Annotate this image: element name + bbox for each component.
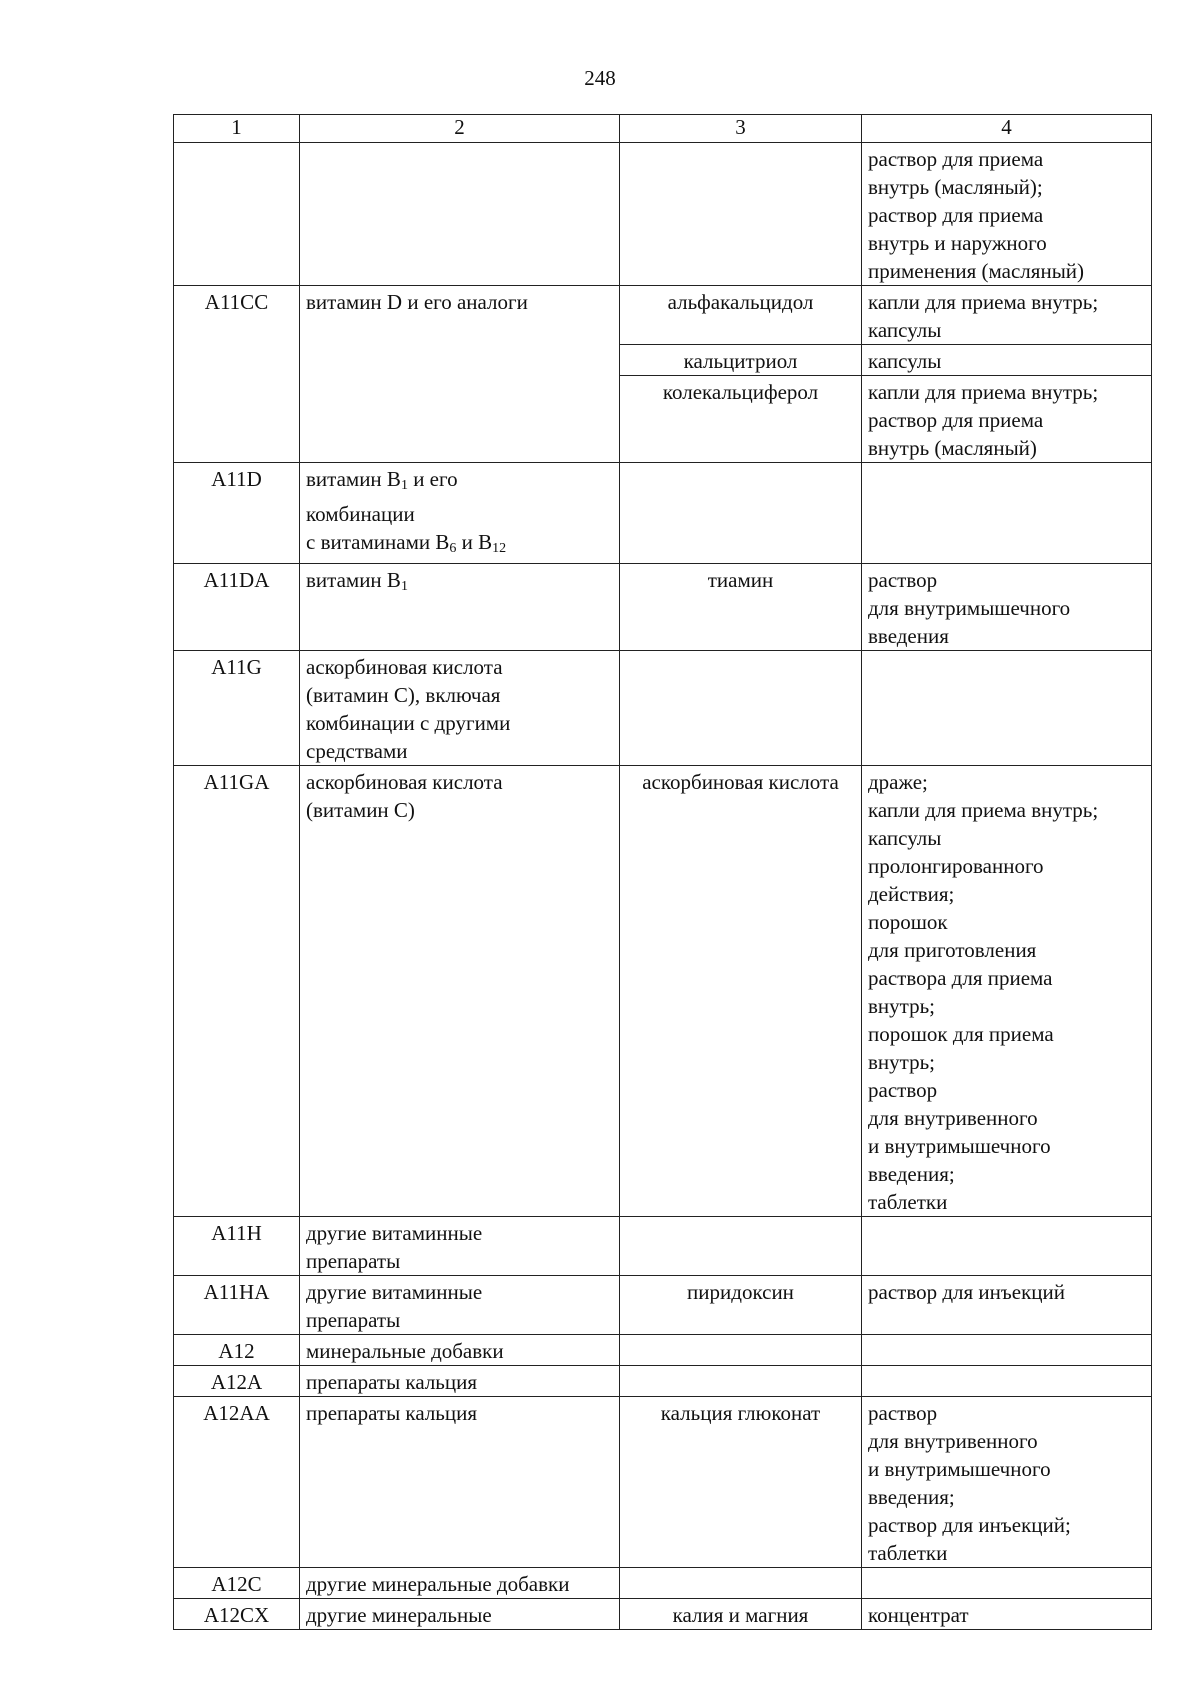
- inn-name: колекальциферол: [620, 376, 862, 463]
- inn-name: пиридоксин: [620, 1276, 862, 1335]
- table-header-row: [174, 115, 1152, 143]
- drug-table: [173, 114, 1152, 1630]
- dosage-forms: [862, 1366, 1152, 1397]
- dosage-forms: капсулы: [862, 345, 1152, 376]
- group-text: и B: [456, 530, 493, 554]
- table-row: [174, 1568, 1152, 1599]
- header-cell: 1: [174, 115, 300, 143]
- dosage-forms: драже; капли для приема внутрь; капсулы пролонгированного действия; порошок для приготовления раствора для приема внутрь; порошок для приема внутрь; раствор для внутривенного и внутримышечного введения; таблетки: [862, 766, 1152, 1217]
- header-cell: 2: [300, 115, 620, 143]
- group-text: и его комбинации с витаминами B: [306, 467, 458, 554]
- group-name: [300, 463, 620, 564]
- group-name: другие витаминные препараты: [300, 1276, 620, 1335]
- subscript: 6: [449, 541, 457, 556]
- table-row: [174, 463, 1152, 564]
- inn-name: альфакальцидол: [620, 286, 862, 345]
- atc-code: A11GA: [174, 766, 300, 1217]
- group-name: [300, 143, 620, 286]
- dosage-forms: капли для приема внутрь; капсулы: [862, 286, 1152, 345]
- table-row: [174, 1599, 1152, 1630]
- table-row: [174, 564, 1152, 651]
- dosage-forms: концентрат: [862, 1599, 1152, 1630]
- atc-code: A12A: [174, 1366, 300, 1397]
- group-name: аскорбиновая кислота (витамин С): [300, 766, 620, 1217]
- inn-name: [620, 463, 862, 564]
- page-number: 248: [584, 66, 616, 90]
- atc-code: A12C: [174, 1568, 300, 1599]
- dosage-forms: [862, 1217, 1152, 1276]
- dosage-forms: раствор для приема внутрь (масляный); раствор для приема внутрь и наружного применения (масляный): [862, 143, 1152, 286]
- table-row: [174, 1276, 1152, 1335]
- group-name: витамин D и его аналоги: [300, 286, 620, 463]
- dosage-forms: раствор для внутримышечного введения: [862, 564, 1152, 651]
- dosage-forms: капли для приема внутрь; раствор для приема внутрь (масляный): [862, 376, 1152, 463]
- atc-code: A11DA: [174, 564, 300, 651]
- dosage-forms: раствор для внутривенного и внутримышечного введения; раствор для инъекций; таблетки: [862, 1397, 1152, 1568]
- header-cell: 4: [862, 115, 1152, 143]
- inn-name: калия и магния: [620, 1599, 862, 1630]
- group-name: другие минеральные добавки: [300, 1568, 620, 1599]
- group-text: витамин B: [306, 467, 401, 491]
- table-row: [174, 1397, 1152, 1568]
- atc-code: A11H: [174, 1217, 300, 1276]
- atc-code: A11D: [174, 463, 300, 564]
- subscript: 12: [492, 541, 507, 556]
- atc-code: A12AA: [174, 1397, 300, 1568]
- table-row: [174, 1366, 1152, 1397]
- table-row: [174, 766, 1152, 1217]
- subscript: 1: [400, 478, 408, 493]
- atc-code: A12: [174, 1335, 300, 1366]
- table-row: [174, 286, 1152, 345]
- group-name: другие минеральные: [300, 1599, 620, 1630]
- group-text: витамин B: [306, 568, 401, 592]
- group-name: препараты кальция: [300, 1366, 620, 1397]
- atc-code: [174, 143, 300, 286]
- dosage-forms: раствор для инъекций: [862, 1276, 1152, 1335]
- group-name: [300, 564, 620, 651]
- dosage-forms: [862, 463, 1152, 564]
- group-name: аскорбиновая кислота (витамин С), включая комбинации с другими средствами: [300, 651, 620, 766]
- inn-name: [620, 1217, 862, 1276]
- inn-name: кальция глюконат: [620, 1397, 862, 1568]
- subscript: 1: [400, 579, 408, 594]
- table-row: [174, 1335, 1152, 1366]
- atc-code: A11HA: [174, 1276, 300, 1335]
- table-row: [174, 1217, 1152, 1276]
- inn-name: [620, 651, 862, 766]
- table-row: [174, 651, 1152, 766]
- atc-code: A12CX: [174, 1599, 300, 1630]
- dosage-forms: [862, 651, 1152, 766]
- inn-name: [620, 1568, 862, 1599]
- group-name: препараты кальция: [300, 1397, 620, 1568]
- inn-name: тиамин: [620, 564, 862, 651]
- inn-name: кальцитриол: [620, 345, 862, 376]
- header-cell: 3: [620, 115, 862, 143]
- table-row: [174, 143, 1152, 286]
- group-name: минеральные добавки: [300, 1335, 620, 1366]
- inn-name: [620, 143, 862, 286]
- dosage-forms: [862, 1568, 1152, 1599]
- atc-code: A11G: [174, 651, 300, 766]
- inn-name: аскорбиновая кислота: [620, 766, 862, 1217]
- inn-name: [620, 1366, 862, 1397]
- group-name: другие витаминные препараты: [300, 1217, 620, 1276]
- atc-code: A11CC: [174, 286, 300, 463]
- dosage-forms: [862, 1335, 1152, 1366]
- inn-name: [620, 1335, 862, 1366]
